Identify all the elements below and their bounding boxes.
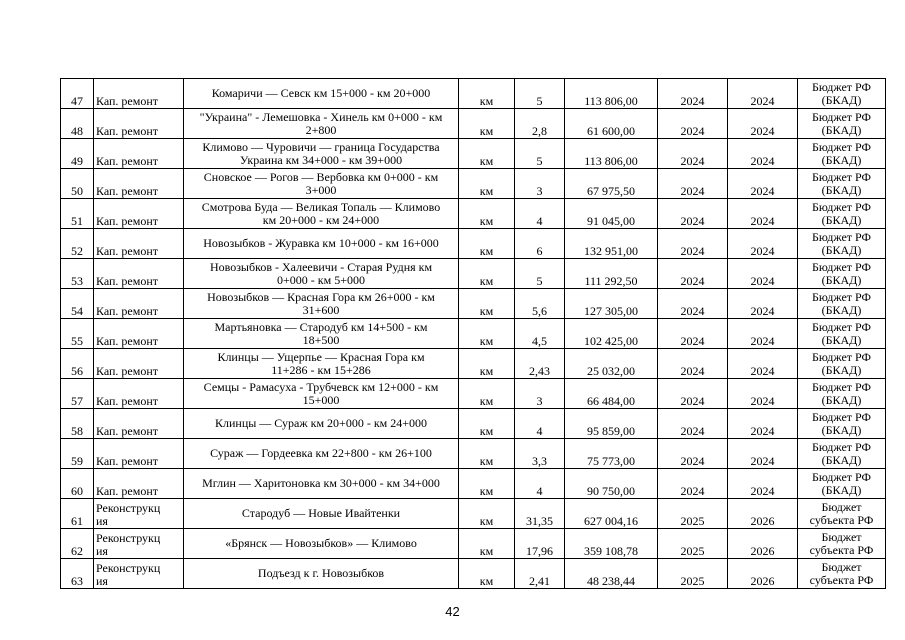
cost-cell: 66 484,00 [565,379,658,409]
work-type-cell-line: Кап. ремонт [96,214,159,228]
table-row [61,139,886,169]
row-number-cell: 48 [61,109,94,139]
road-name-cell-line: Климово — Чуровичи — граница Государства [202,139,440,154]
road-name-cell-line: "Украина" - Лемешовка - Хинель км 0+000 - км [199,109,443,124]
funding-source-cell-line: Бюджет РФ [811,199,871,214]
unit-cell: км [459,319,515,349]
funding-source-cell [798,109,886,139]
road-name-cell [184,79,459,109]
year-end-cell: 2026 [728,499,798,529]
length-cell: 4 [515,409,565,439]
road-name-cell [184,259,459,289]
work-type-cell [94,349,184,379]
funding-source-cell-line: (БКАД) [821,302,862,317]
road-name-cell [184,349,459,379]
road-name-cell [184,229,459,259]
work-type-cell [94,559,184,589]
road-name-cell-line: Мартьяновка — Стародуб км 14+500 - км [214,319,428,334]
year-end-cell: 2024 [728,469,798,499]
road-name-cell-line: Новозыбков — Красная Гора км 26+000 - км [207,289,435,304]
work-type-cell-line: Реконструкц [96,501,161,515]
funding-source-cell-line: Бюджет РФ [811,349,871,364]
road-name-cell-line: 15+000 [302,392,340,407]
funding-source-cell-line: Бюджет РФ [811,229,871,244]
year-start-cell: 2025 [658,529,728,559]
funding-source-cell-line: Бюджет РФ [811,289,871,304]
work-type-cell-line: ия [96,514,108,528]
road-name-cell [184,499,459,529]
year-start-cell: 2024 [658,469,728,499]
year-start-cell: 2025 [658,559,728,589]
funding-source-cell [798,499,886,529]
length-cell: 31,35 [515,499,565,529]
cost-cell: 75 773,00 [565,439,658,469]
road-name-cell-line: Клинцы — Ущерпье — Красная Гора км [217,349,425,364]
cost-cell: 132 951,00 [565,229,658,259]
year-start-cell: 2024 [658,109,728,139]
road-name-cell [184,439,459,469]
road-name-cell [184,139,459,169]
funding-source-cell [798,139,886,169]
year-end-cell: 2024 [728,199,798,229]
cost-cell: 61 600,00 [565,109,658,139]
cost-cell: 127 305,00 [565,289,658,319]
table-row [61,79,886,109]
funding-source-cell-line: Бюджет РФ [811,319,871,334]
year-start-cell: 2025 [658,499,728,529]
funding-source-cell-line: Бюджет РФ [811,169,871,184]
table-row [61,439,886,469]
length-cell: 5 [515,79,565,109]
funding-source-cell-line: субъекта РФ [809,542,874,557]
table-row [61,469,886,499]
length-cell: 17,96 [515,529,565,559]
work-type-cell [94,529,184,559]
work-type-cell-line: Кап. ремонт [96,304,159,318]
work-type-cell [94,199,184,229]
work-type-cell [94,499,184,529]
year-end-cell: 2024 [728,109,798,139]
table-row [61,319,886,349]
table-row [61,409,886,439]
work-type-cell-line: Кап. ремонт [96,154,159,168]
funding-source-cell-line: Бюджет [821,529,862,544]
table-row [61,529,886,559]
road-name-cell [184,109,459,139]
funding-source-cell [798,79,886,109]
work-type-cell-line: Кап. ремонт [96,454,159,468]
funding-source-cell-line: Бюджет РФ [811,79,871,94]
funding-source-cell-line: Бюджет РФ [811,259,871,274]
year-end-cell: 2024 [728,439,798,469]
table-row [61,289,886,319]
funding-source-cell [798,529,886,559]
work-type-cell [94,259,184,289]
road-name-cell [184,169,459,199]
work-type-cell [94,229,184,259]
row-number-cell: 61 [61,499,94,529]
work-type-cell-line: Реконструкц [96,531,161,545]
unit-cell: км [459,379,515,409]
work-type-cell [94,169,184,199]
year-end-cell: 2024 [728,319,798,349]
table-row [61,349,886,379]
year-start-cell: 2024 [658,199,728,229]
cost-cell: 67 975,50 [565,169,658,199]
cost-cell: 102 425,00 [565,319,658,349]
road-name-cell-line: Украина км 34+000 - км 39+000 [239,152,403,167]
unit-cell: км [459,79,515,109]
funding-source-cell-line: Бюджет РФ [811,469,871,484]
row-number-cell: 62 [61,529,94,559]
cost-cell: 627 004,16 [565,499,658,529]
funding-source-cell [798,439,886,469]
road-name-cell-line: 2+800 [305,122,337,137]
work-type-cell [94,319,184,349]
road-name-cell [184,409,459,439]
year-start-cell: 2024 [658,379,728,409]
cost-cell: 359 108,78 [565,529,658,559]
unit-cell: км [459,109,515,139]
funding-source-cell-line: (БКАД) [821,182,862,197]
row-number-cell: 49 [61,139,94,169]
funding-source-cell-line: (БКАД) [821,392,862,407]
work-type-cell-line: Кап. ремонт [96,424,159,438]
road-name-cell-line: Сураж — Гордеевка км 22+800 - км 26+100 [210,446,432,460]
length-cell: 5 [515,259,565,289]
table-body [61,79,886,589]
work-type-cell [94,139,184,169]
length-cell: 2,41 [515,559,565,589]
year-end-cell: 2024 [728,289,798,319]
work-type-cell-line: ия [96,544,108,558]
work-type-cell-line: Кап. ремонт [96,124,159,138]
funding-source-cell [798,259,886,289]
funding-source-cell-line: (БКАД) [821,422,862,437]
work-type-cell-line: Кап. ремонт [96,94,159,108]
length-cell: 5 [515,139,565,169]
cost-cell: 113 806,00 [565,79,658,109]
road-name-cell-line: 31+600 [302,302,340,317]
table-row [61,259,886,289]
funding-source-cell-line: Бюджет РФ [811,409,871,424]
funding-source-cell-line: (БКАД) [821,242,862,257]
road-works-table [60,78,886,589]
road-name-cell-line: Комаричи — Севск км 15+000 - км 20+000 [211,86,431,100]
year-end-cell: 2026 [728,529,798,559]
work-type-cell [94,379,184,409]
funding-source-cell [798,559,886,589]
road-name-cell-line: км 20+000 - км 24+000 [262,212,380,227]
page-number: 42 [445,604,460,619]
row-number-cell: 52 [61,229,94,259]
road-name-cell [184,559,459,589]
funding-source-cell-line: Бюджет [821,499,862,514]
cost-cell: 90 750,00 [565,469,658,499]
unit-cell: км [459,259,515,289]
row-number-cell: 47 [61,79,94,109]
funding-source-cell-line: (БКАД) [821,482,862,497]
year-end-cell: 2024 [728,79,798,109]
funding-source-cell [798,469,886,499]
funding-source-cell-line: субъекта РФ [809,512,874,527]
funding-source-cell-line: (БКАД) [821,152,862,167]
year-start-cell: 2024 [658,79,728,109]
road-name-cell [184,379,459,409]
year-end-cell: 2024 [728,229,798,259]
work-type-cell [94,109,184,139]
length-cell: 2,8 [515,109,565,139]
year-start-cell: 2024 [658,259,728,289]
road-name-cell [184,289,459,319]
length-cell: 4 [515,199,565,229]
work-type-cell [94,289,184,319]
road-name-cell [184,529,459,559]
road-name-cell-line: Смотрова Буда — Великая Топаль — Климово [201,199,441,214]
work-type-cell-line: Кап. ремонт [96,334,159,348]
road-name-cell-line: Новозыбков - Халеевичи - Старая Рудня км [209,259,433,274]
road-name-cell-line: 0+000 - км 5+000 [277,272,365,287]
unit-cell: км [459,559,515,589]
funding-source-cell [798,289,886,319]
unit-cell: км [459,289,515,319]
length-cell: 3 [515,169,565,199]
table-row [61,559,886,589]
funding-source-cell [798,349,886,379]
road-name-cell-line: «Брянск — Новозыбков» — Климово [225,536,417,550]
road-name-cell-line: Новозыбков - Журавка км 10+000 - км 16+000 [203,236,439,250]
unit-cell: км [459,139,515,169]
road-name-cell [184,319,459,349]
funding-source-cell-line: субъекта РФ [809,572,874,587]
road-name-cell [184,199,459,229]
funding-source-cell [798,319,886,349]
funding-source-cell-line: (БКАД) [821,212,862,227]
row-number-cell: 56 [61,349,94,379]
work-type-cell-line: Кап. ремонт [96,364,159,378]
funding-source-cell [798,229,886,259]
work-type-cell [94,409,184,439]
year-end-cell: 2026 [728,559,798,589]
row-number-cell: 58 [61,409,94,439]
table-row [61,169,886,199]
year-start-cell: 2024 [658,439,728,469]
row-number-cell: 57 [61,379,94,409]
year-end-cell: 2024 [728,139,798,169]
year-end-cell: 2024 [728,409,798,439]
road-name-cell-line: Семцы - Рамасуха - Трубчевск км 12+000 - км [203,379,439,394]
cost-cell: 48 238,44 [565,559,658,589]
row-number-cell: 53 [61,259,94,289]
unit-cell: км [459,229,515,259]
unit-cell: км [459,169,515,199]
unit-cell: км [459,199,515,229]
work-type-cell [94,79,184,109]
road-name-cell-line: Стародуб — Новые Ивайтенки [241,506,401,520]
length-cell: 2,43 [515,349,565,379]
work-type-cell-line: Кап. ремонт [96,244,159,258]
work-type-cell-line: Реконструкц [96,561,161,575]
table-row [61,379,886,409]
unit-cell: км [459,469,515,499]
row-number-cell: 63 [61,559,94,589]
funding-source-cell-line: Бюджет РФ [811,379,871,394]
work-type-cell-line: Кап. ремонт [96,484,159,498]
table-row [61,229,886,259]
year-end-cell: 2024 [728,379,798,409]
road-name-cell-line: Подъезд к г. Новозыбков [257,566,385,580]
table-row [61,109,886,139]
unit-cell: км [459,349,515,379]
funding-source-cell-line: Бюджет РФ [811,109,871,124]
funding-source-cell-line: Бюджет РФ [811,439,871,454]
unit-cell: км [459,409,515,439]
road-name-cell-line: 11+286 - км 15+286 [271,362,371,377]
year-start-cell: 2024 [658,139,728,169]
road-name-cell-line: 18+500 [302,332,340,347]
funding-source-cell-line: (БКАД) [821,272,862,287]
funding-source-cell-line: Бюджет [821,559,862,574]
length-cell: 4 [515,469,565,499]
row-number-cell: 55 [61,319,94,349]
funding-source-cell-line: (БКАД) [821,362,862,377]
year-end-cell: 2024 [728,169,798,199]
road-name-cell-line: 3+000 [305,182,337,197]
year-start-cell: 2024 [658,169,728,199]
road-name-cell-line: Мглин — Харитоновка км 30+000 - км 34+000 [202,476,440,490]
unit-cell: км [459,439,515,469]
funding-source-cell [798,379,886,409]
road-name-cell-line: Сновское — Рогов — Вербовка км 0+000 - км [203,169,439,184]
length-cell: 5,6 [515,289,565,319]
unit-cell: км [459,499,515,529]
work-type-cell-line: Кап. ремонт [96,184,159,198]
table-row [61,499,886,529]
funding-source-cell [798,199,886,229]
year-start-cell: 2024 [658,229,728,259]
year-start-cell: 2024 [658,349,728,379]
year-start-cell: 2024 [658,289,728,319]
funding-source-cell [798,169,886,199]
row-number-cell: 51 [61,199,94,229]
cost-cell: 113 806,00 [565,139,658,169]
length-cell: 6 [515,229,565,259]
road-name-cell-line: Клинцы — Сураж км 20+000 - км 24+000 [214,416,428,430]
funding-source-cell [798,409,886,439]
funding-source-cell-line: (БКАД) [821,332,862,347]
row-number-cell: 59 [61,439,94,469]
work-type-cell-line: Кап. ремонт [96,394,159,408]
length-cell: 3,3 [515,439,565,469]
unit-cell: км [459,529,515,559]
year-end-cell: 2024 [728,349,798,379]
year-end-cell: 2024 [728,259,798,289]
year-start-cell: 2024 [658,409,728,439]
length-cell: 4,5 [515,319,565,349]
cost-cell: 111 292,50 [565,259,658,289]
row-number-cell: 50 [61,169,94,199]
table-row [61,199,886,229]
work-type-cell-line: ия [96,574,108,588]
cost-cell: 95 859,00 [565,409,658,439]
road-name-cell [184,469,459,499]
cost-cell: 25 032,00 [565,349,658,379]
length-cell: 3 [515,379,565,409]
funding-source-cell-line: (БКАД) [821,122,862,137]
row-number-cell: 54 [61,289,94,319]
cost-cell: 91 045,00 [565,199,658,229]
funding-source-cell-line: (БКАД) [821,92,862,107]
work-type-cell [94,469,184,499]
work-type-cell-line: Кап. ремонт [96,274,159,288]
work-type-cell [94,439,184,469]
funding-source-cell-line: Бюджет РФ [811,139,871,154]
year-start-cell: 2024 [658,319,728,349]
row-number-cell: 60 [61,469,94,499]
funding-source-cell-line: (БКАД) [821,452,862,467]
